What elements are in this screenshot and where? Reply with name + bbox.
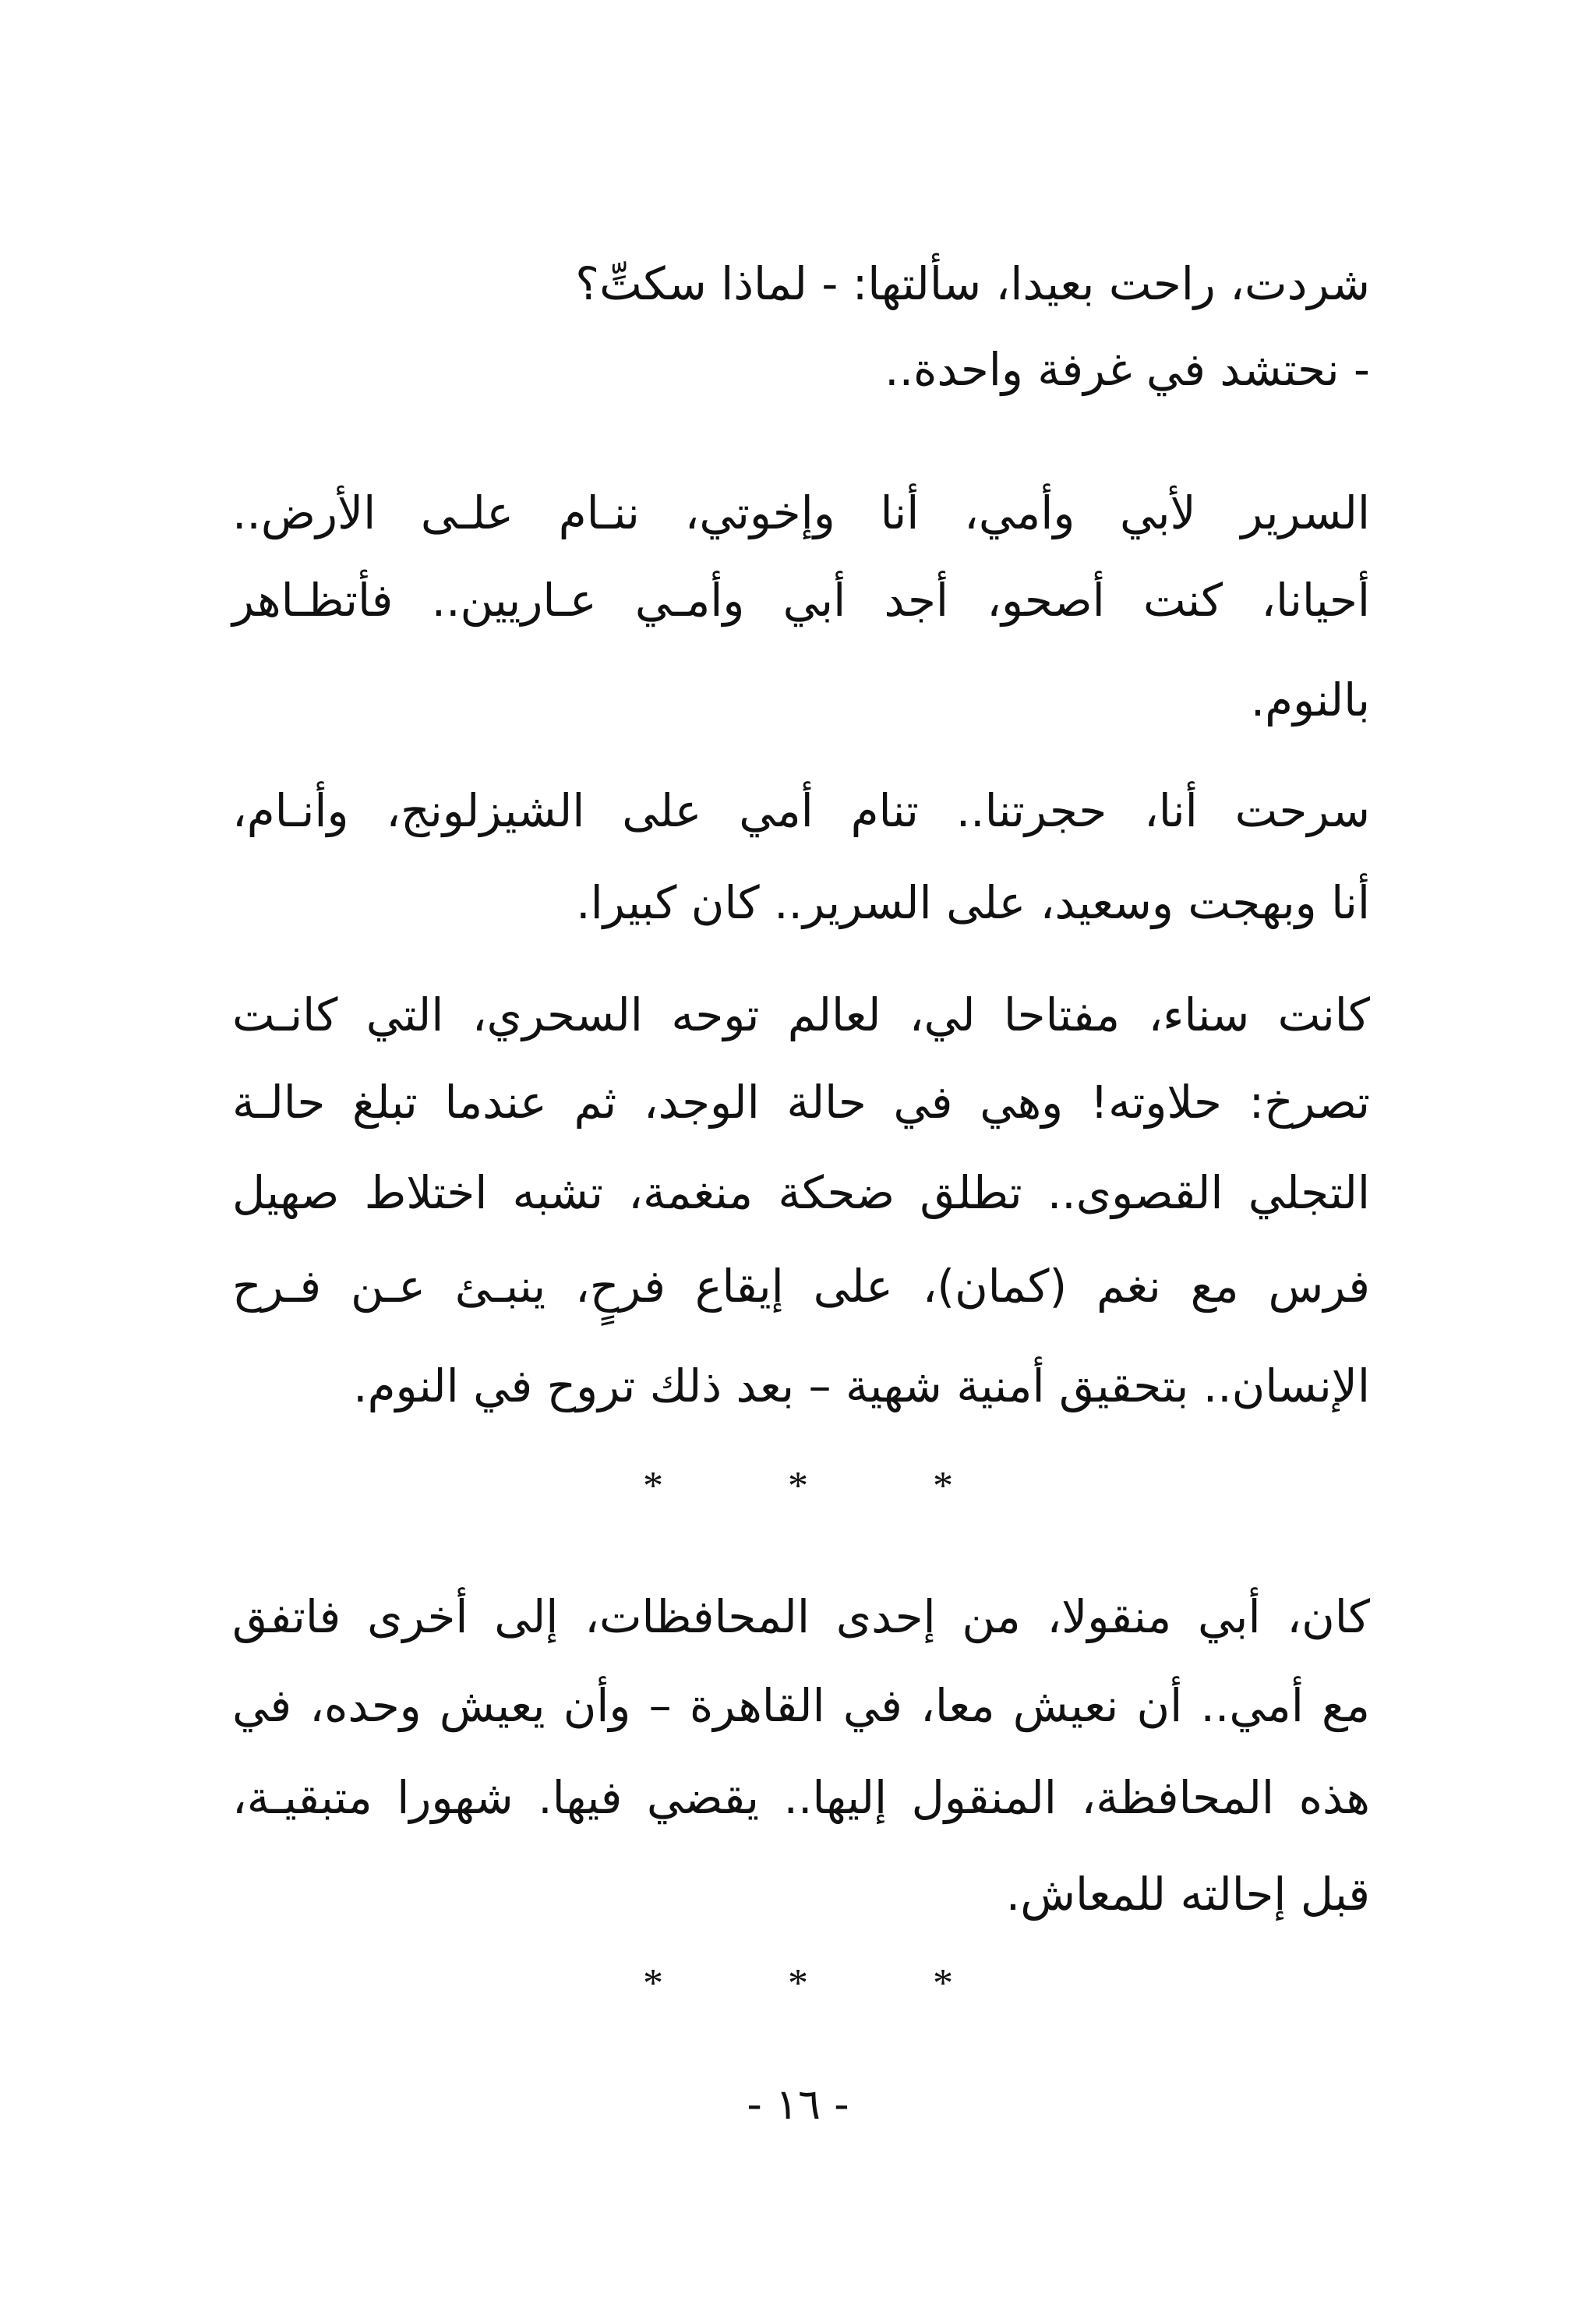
text-line: التجلي القصوى.. تطلق ضحكة منغمة، تشبه اختلاط صهيل [232, 1166, 1370, 1219]
text-line: الإنسان.. بتحقيق أمنية شهية – بعد ذلك تروح في النوم. [353, 1359, 1370, 1412]
text-line: - نحتشد في غرفة واحدة.. [885, 343, 1370, 396]
text-line: قبل إحالته للمعاش. [1005, 1868, 1370, 1921]
text-line: تصرخ: حلاوته! وهي في حالة الوجد، ثم عندما تبلغ حالـة [232, 1076, 1370, 1129]
separator-star: * [788, 1464, 808, 1508]
text-line: هذه المحافظة، المنقول إليها.. يقضي فيها. شهورا متبقيـة، [232, 1771, 1370, 1824]
text-line: فرس مع نغم (كمان)، على إيقاع فرحٍ، ينبـئ عـن فـرح [232, 1260, 1370, 1313]
page-number: - ١٦ - [747, 2080, 849, 2129]
text-line: شردت، راحت بعيدا، سألتها: - لماذا سكتِّ؟ [575, 257, 1370, 310]
separator-star: * [933, 1464, 953, 1508]
separator-star: * [643, 1464, 663, 1508]
text-line: مع أمي.. أن نعيش معا، في القاهرة – وأن يعيش وحده، في [232, 1679, 1370, 1732]
text-line: كانت سناء، مفتاحا لي، لعالم توحه السحري، التي كانـت [232, 988, 1370, 1041]
separator-star: * [643, 1961, 663, 2006]
text-line: بالنوم. [1250, 673, 1370, 726]
text-line: كان، أبي منقولا، من إحدى المحافظات، إلى أخرى فاتفق [232, 1590, 1370, 1643]
section-separator [0, 1459, 1596, 1514]
text-line: أحيانا، كنت أصحو، أجد أبي وأمـي عـاريين.. فأتظـاهر [232, 574, 1370, 627]
separator-star: * [788, 1961, 808, 2006]
section-separator [0, 1957, 1596, 2011]
separator-star: * [933, 1961, 953, 2006]
text-line: أنا وبهجت وسعيد، على السرير.. كان كبيرا. [576, 876, 1370, 929]
text-line: سرحت أنا، حجرتنا.. تنام أمي على الشيزلونج، وأنـام، [232, 784, 1370, 837]
text-line: السرير لأبي وأمي، أنا وإخوتي، ننـام علـى الأرض.. [232, 486, 1370, 539]
